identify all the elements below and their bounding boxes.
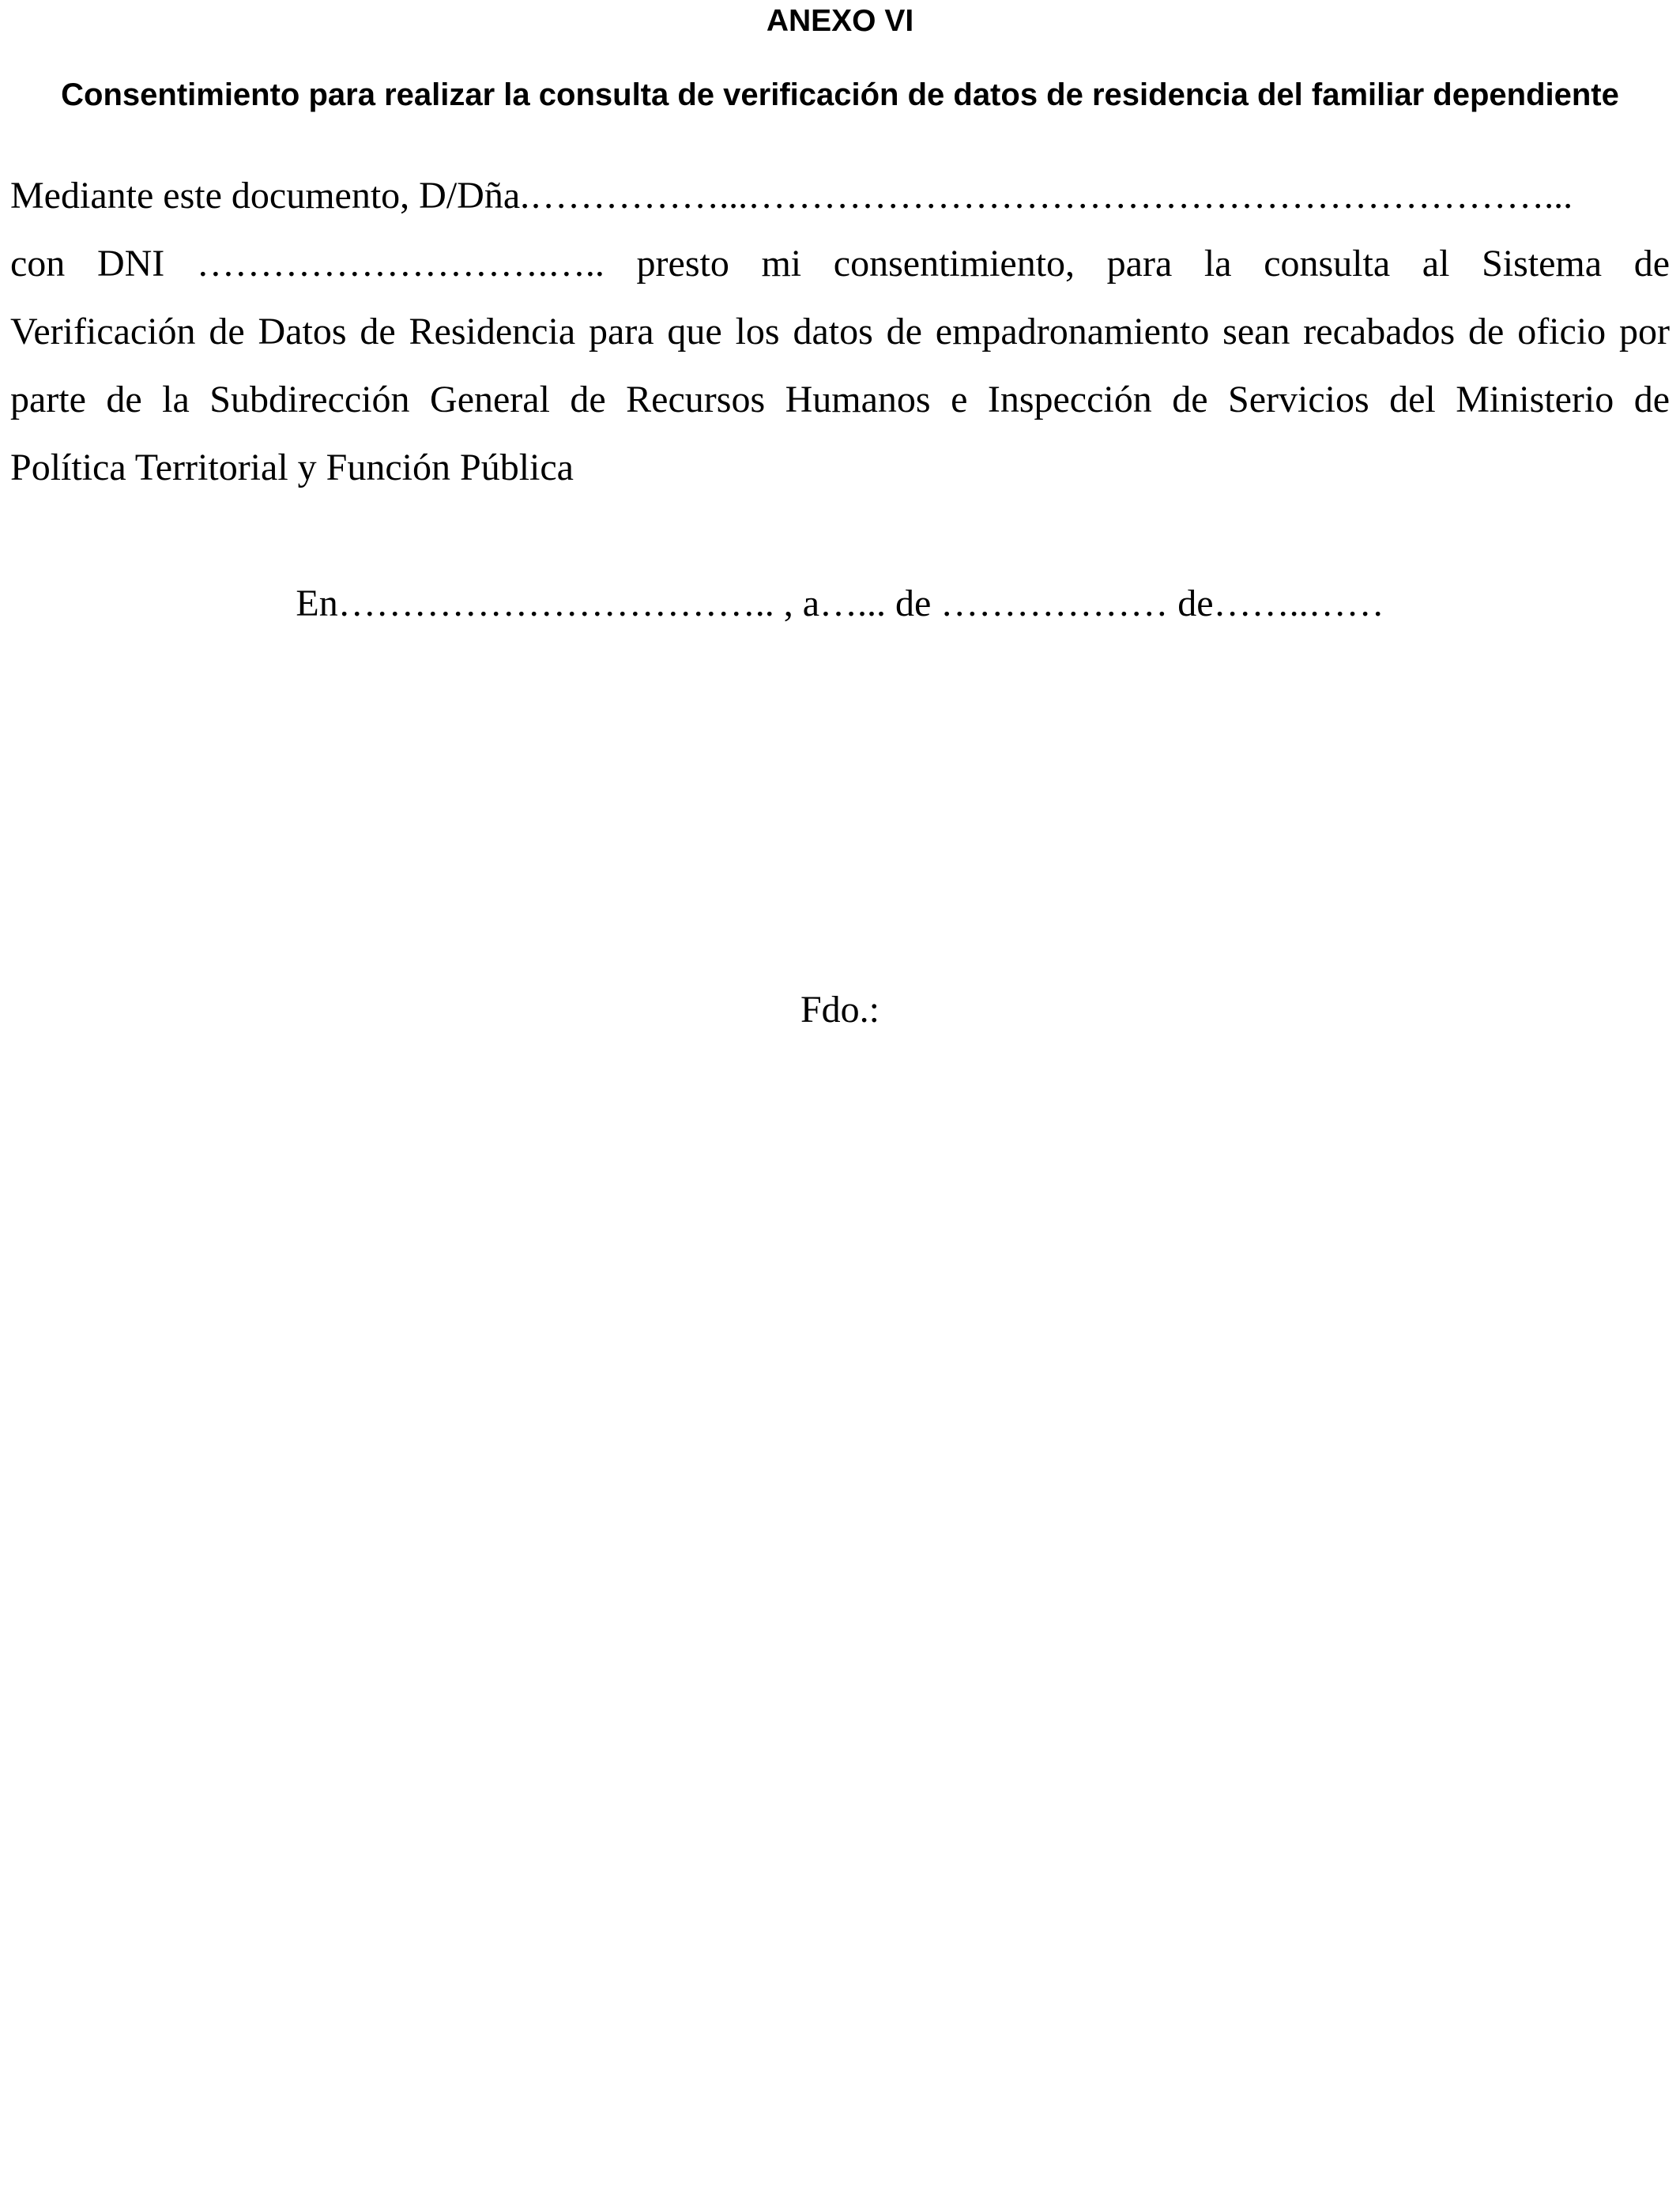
- annex-title: ANEXO VI: [766, 4, 914, 38]
- body-line-name: Mediante este documento, D/Dña.……………...………………………………………………………...: [10, 175, 1573, 217]
- signature-label: Fdo.:: [800, 989, 880, 1031]
- consent-title: Consentimiento para realizar la consulta de verificación de datos de residencia del familiar dependiente: [61, 77, 1619, 112]
- body-line-dni: con DNI ……………………….….. presto mi consentimiento, para la consulta al Sistema de: [10, 243, 1670, 285]
- place-date-line: En…………………………….. , a…... de ……………… de……..……: [296, 582, 1384, 624]
- body-line-ministry: Política Territorial y Función Pública: [10, 447, 574, 488]
- body-line-subdirection: parte de la Subdirección General de Recursos Humanos e Inspección de Servicios del Ministerio de: [10, 379, 1670, 420]
- body-line-verification: Verificación de Datos de Residencia para que los datos de empadronamiento sean recabados de oficio por: [10, 311, 1670, 352]
